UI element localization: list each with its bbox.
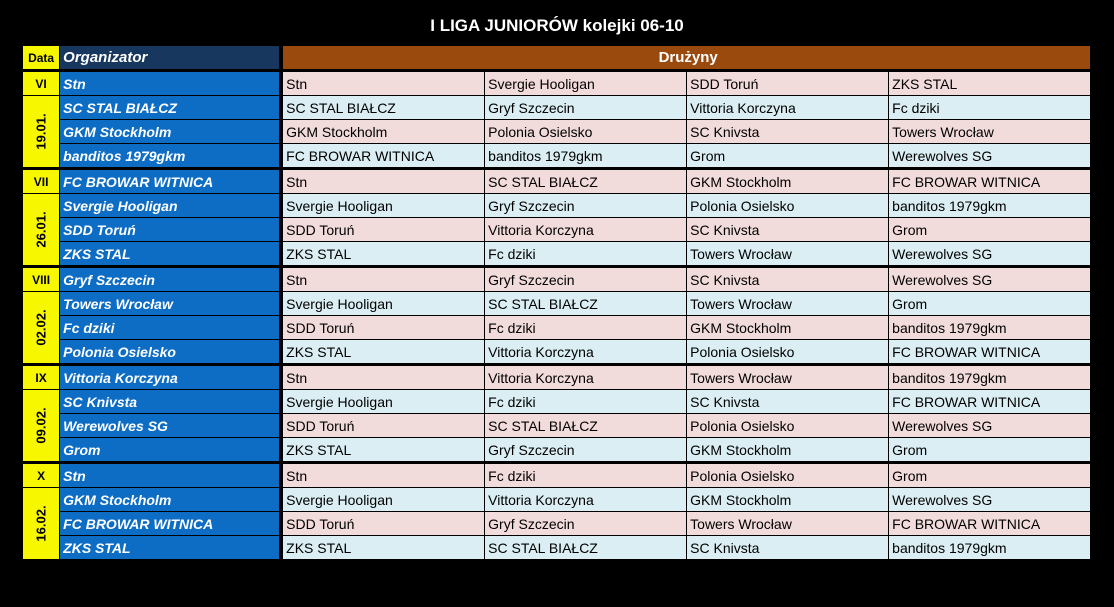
team-cell[interactable]: Vittoria Korczyna xyxy=(485,340,687,365)
schedule-row xyxy=(23,169,1091,194)
organizer-cell[interactable]: ZKS STAL xyxy=(60,242,280,267)
team-cell[interactable]: ZKS STAL xyxy=(283,438,485,463)
round-number-cell[interactable]: VIII xyxy=(23,267,60,292)
team-cell[interactable]: Fc dziki xyxy=(889,96,1091,120)
round-date-cell[interactable] xyxy=(23,488,60,560)
team-cell[interactable]: FC BROWAR WITNICA xyxy=(283,144,485,169)
team-cell[interactable]: Fc dziki xyxy=(485,242,687,267)
team-cell[interactable]: Grom xyxy=(889,218,1091,242)
schedule-row xyxy=(23,194,1091,218)
organizer-cell[interactable]: Polonia Osielsko xyxy=(60,340,280,365)
team-cell[interactable]: SC Knivsta xyxy=(687,536,889,560)
team-cell[interactable]: Towers Wrocław xyxy=(687,292,889,316)
header-teams-cell[interactable]: Drużyny xyxy=(283,46,1091,71)
round-date-cell[interactable] xyxy=(23,390,60,463)
organizer-cell[interactable]: SDD Toruń xyxy=(60,218,280,242)
team-cell[interactable]: SC STAL BIAŁCZ xyxy=(485,169,687,194)
team-cell[interactable]: GKM Stockholm xyxy=(283,120,485,144)
team-cell[interactable]: SDD Toruń xyxy=(283,218,485,242)
organizer-cell[interactable]: FC BROWAR WITNICA xyxy=(60,512,280,536)
round-date-cell[interactable] xyxy=(23,292,60,365)
team-cell[interactable]: Gryf Szczecin xyxy=(485,96,687,120)
team-cell[interactable]: SDD Toruń xyxy=(283,316,485,340)
team-cell[interactable]: SC Knivsta xyxy=(687,218,889,242)
schedule-row xyxy=(23,365,1091,390)
round-number-cell[interactable]: IX xyxy=(23,365,60,390)
team-cell[interactable]: Grom xyxy=(889,292,1091,316)
team-cell[interactable]: Polonia Osielsko xyxy=(687,414,889,438)
team-cell[interactable]: Svergie Hooligan xyxy=(283,488,485,512)
team-cell[interactable]: Grom xyxy=(889,438,1091,463)
schedule-row xyxy=(23,120,1091,144)
team-cell[interactable]: SDD Toruń xyxy=(283,512,485,536)
header-date-cell[interactable]: Data xyxy=(23,46,60,71)
team-cell[interactable]: Fc dziki xyxy=(485,316,687,340)
team-cell[interactable]: Polonia Osielsko xyxy=(687,463,889,488)
organizer-cell[interactable]: Stn xyxy=(60,71,280,96)
team-cell[interactable]: banditos 1979gkm xyxy=(889,536,1091,560)
round-date-cell[interactable] xyxy=(23,96,60,169)
team-cell[interactable]: Polonia Osielsko xyxy=(485,120,687,144)
team-cell[interactable]: Fc dziki xyxy=(485,390,687,414)
team-cell[interactable]: Towers Wrocław xyxy=(687,242,889,267)
team-cell[interactable]: Gryf Szczecin xyxy=(485,438,687,463)
team-cell[interactable]: banditos 1979gkm xyxy=(889,316,1091,340)
organizer-cell[interactable]: SC Knivsta xyxy=(60,390,280,414)
team-cell[interactable]: banditos 1979gkm xyxy=(485,144,687,169)
team-cell[interactable]: Svergie Hooligan xyxy=(283,292,485,316)
organizer-cell[interactable]: GKM Stockholm xyxy=(60,488,280,512)
team-cell[interactable]: Towers Wrocław xyxy=(889,120,1091,144)
organizer-cell[interactable]: SC STAL BIAŁCZ xyxy=(60,96,280,120)
team-cell[interactable]: ZKS STAL xyxy=(889,71,1091,96)
team-cell[interactable]: ZKS STAL xyxy=(283,242,485,267)
schedule-row xyxy=(23,292,1091,316)
organizer-cell[interactable]: Grom xyxy=(60,438,280,463)
team-cell[interactable]: SC STAL BIAŁCZ xyxy=(283,96,485,120)
organizer-cell[interactable]: Vittoria Korczyna xyxy=(60,365,280,390)
organizer-cell[interactable]: Towers Wrocław xyxy=(60,292,280,316)
team-cell[interactable]: SC STAL BIAŁCZ xyxy=(485,292,687,316)
round-date-label: 26.01. xyxy=(33,211,49,248)
schedule-table-container xyxy=(22,45,1091,560)
schedule-row xyxy=(23,267,1091,292)
team-cell[interactable]: FC BROWAR WITNICA xyxy=(889,512,1091,536)
round-number-cell[interactable]: X xyxy=(23,463,60,488)
team-cell[interactable]: Stn xyxy=(283,365,485,390)
team-cell[interactable]: Gryf Szczecin xyxy=(485,194,687,218)
team-cell[interactable]: Werewolves SG xyxy=(889,488,1091,512)
schedule-row xyxy=(23,242,1091,267)
team-cell[interactable]: Werewolves SG xyxy=(889,242,1091,267)
organizer-cell[interactable]: ZKS STAL xyxy=(60,536,280,560)
team-cell[interactable]: FC BROWAR WITNICA xyxy=(889,340,1091,365)
team-cell[interactable]: FC BROWAR WITNICA xyxy=(889,169,1091,194)
team-cell[interactable]: Gryf Szczecin xyxy=(485,512,687,536)
team-cell[interactable]: SC Knivsta xyxy=(687,120,889,144)
schedule-row xyxy=(23,414,1091,438)
schedule-row xyxy=(23,463,1091,488)
team-cell[interactable]: GKM Stockholm xyxy=(687,169,889,194)
schedule-row xyxy=(23,488,1091,512)
schedule-row xyxy=(23,96,1091,120)
team-cell[interactable]: Fc dziki xyxy=(485,463,687,488)
team-cell[interactable]: GKM Stockholm xyxy=(687,316,889,340)
organizer-cell[interactable]: Fc dziki xyxy=(60,316,280,340)
team-cell[interactable]: Werewolves SG xyxy=(889,144,1091,169)
team-cell[interactable]: Polonia Osielsko xyxy=(687,194,889,218)
team-cell[interactable]: Stn xyxy=(283,267,485,292)
header-row xyxy=(23,46,1091,71)
schedule-row xyxy=(23,390,1091,414)
round-date-cell[interactable] xyxy=(23,194,60,267)
team-cell[interactable]: Stn xyxy=(283,169,485,194)
team-cell[interactable]: banditos 1979gkm xyxy=(889,365,1091,390)
team-cell[interactable]: Vittoria Korczyna xyxy=(485,365,687,390)
team-cell[interactable]: Vittoria Korczyna xyxy=(687,96,889,120)
team-cell[interactable]: Vittoria Korczyna xyxy=(485,218,687,242)
round-number-cell[interactable]: VI xyxy=(23,71,60,96)
team-cell[interactable]: SC STAL BIAŁCZ xyxy=(485,414,687,438)
organizer-cell[interactable]: Gryf Szczecin xyxy=(60,267,280,292)
team-cell[interactable]: Werewolves SG xyxy=(889,267,1091,292)
team-cell[interactable]: GKM Stockholm xyxy=(687,488,889,512)
team-cell[interactable]: GKM Stockholm xyxy=(687,438,889,463)
organizer-cell[interactable]: Svergie Hooligan xyxy=(60,194,280,218)
team-cell[interactable]: FC BROWAR WITNICA xyxy=(889,390,1091,414)
team-cell[interactable]: ZKS STAL xyxy=(283,340,485,365)
team-cell[interactable]: ZKS STAL xyxy=(283,536,485,560)
schedule-row xyxy=(23,144,1091,169)
organizer-cell[interactable]: Stn xyxy=(60,463,280,488)
organizer-cell[interactable]: Werewolves SG xyxy=(60,414,280,438)
team-cell[interactable]: Svergie Hooligan xyxy=(283,194,485,218)
schedule-row xyxy=(23,438,1091,463)
team-cell[interactable]: Grom xyxy=(687,144,889,169)
team-cell[interactable]: banditos 1979gkm xyxy=(889,194,1091,218)
schedule-row xyxy=(23,536,1091,560)
schedule-table xyxy=(22,45,1091,560)
schedule-row xyxy=(23,71,1091,96)
organizer-cell[interactable]: banditos 1979gkm xyxy=(60,144,280,169)
team-cell[interactable]: Svergie Hooligan xyxy=(485,71,687,96)
team-cell[interactable]: SDD Toruń xyxy=(687,71,889,96)
schedule-row xyxy=(23,218,1091,242)
team-cell[interactable]: Grom xyxy=(889,463,1091,488)
team-cell[interactable]: Vittoria Korczyna xyxy=(485,488,687,512)
header-organizer-cell[interactable]: Organizator xyxy=(60,46,280,71)
schedule-row xyxy=(23,512,1091,536)
team-cell[interactable]: SC STAL BIAŁCZ xyxy=(485,536,687,560)
round-number-cell[interactable]: VII xyxy=(23,169,60,194)
schedule-row xyxy=(23,340,1091,365)
team-cell[interactable]: Svergie Hooligan xyxy=(283,390,485,414)
team-cell[interactable]: SC Knivsta xyxy=(687,390,889,414)
team-cell[interactable]: Stn xyxy=(283,71,485,96)
team-cell[interactable]: SDD Toruń xyxy=(283,414,485,438)
organizer-cell[interactable]: FC BROWAR WITNICA xyxy=(60,169,280,194)
team-cell[interactable]: Stn xyxy=(283,463,485,488)
sheet-title: I LIGA JUNIORÓW kolejki 06-10 xyxy=(430,16,684,35)
round-date-label: 09.02. xyxy=(33,407,49,444)
round-date-label: 19.01. xyxy=(33,113,49,150)
schedule-table-body xyxy=(23,46,1091,560)
round-date-label: 16.02. xyxy=(33,505,49,542)
team-cell[interactable]: SC Knivsta xyxy=(687,267,889,292)
team-cell[interactable]: Polonia Osielsko xyxy=(687,340,889,365)
team-cell[interactable]: Towers Wrocław xyxy=(687,365,889,390)
schedule-row xyxy=(23,316,1091,340)
round-date-label: 02.02. xyxy=(33,309,49,346)
team-cell[interactable]: Gryf Szczecin xyxy=(485,267,687,292)
team-cell[interactable]: Werewolves SG xyxy=(889,414,1091,438)
team-cell[interactable]: Towers Wrocław xyxy=(687,512,889,536)
organizer-cell[interactable]: GKM Stockholm xyxy=(60,120,280,144)
